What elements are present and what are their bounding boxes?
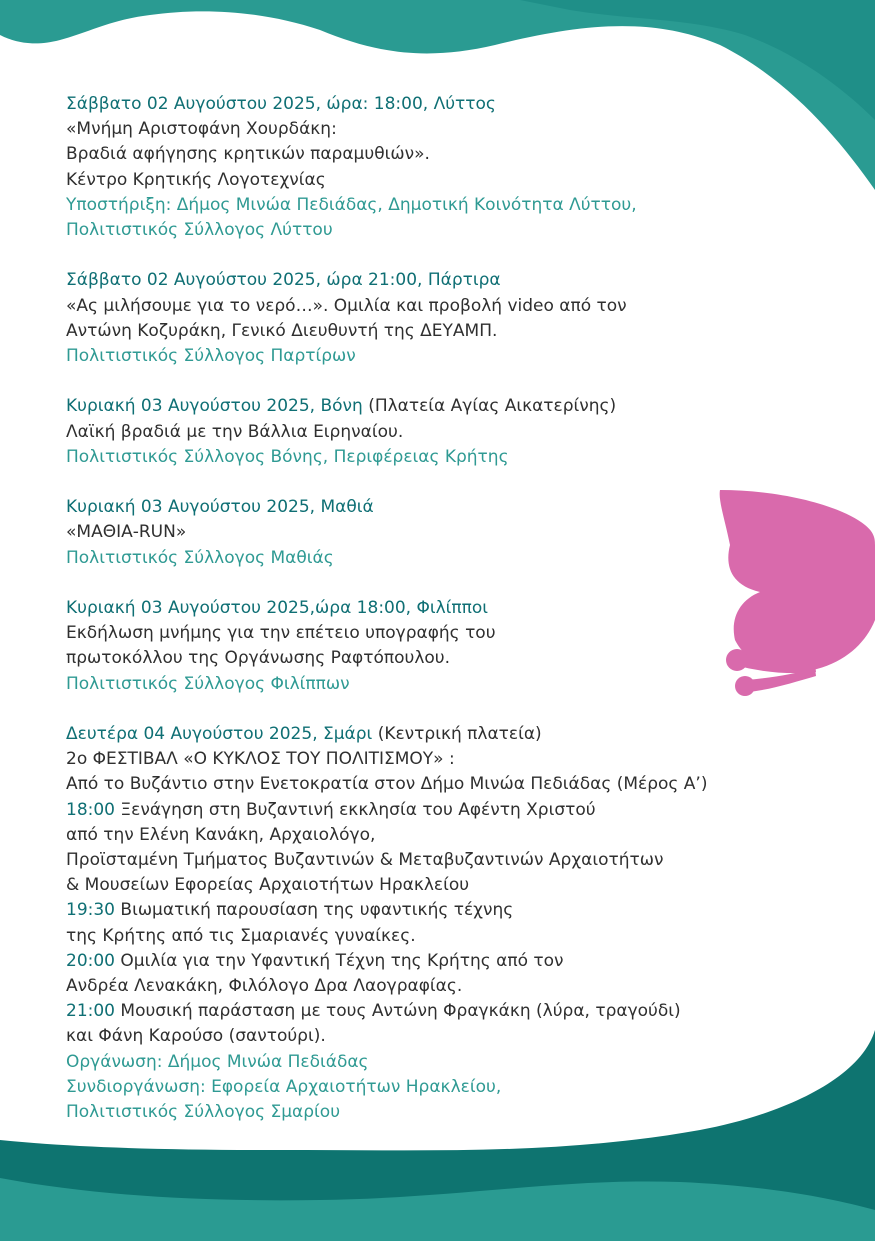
- event-item: [66, 394, 846, 470]
- program-item: [66, 898, 846, 923]
- festival-title: 2ο ΦΕΣΤΙΒΑΛ «Ο ΚΥΚΛΟΣ ΤΟΥ ΠΟΛΙΤΙΣΜΟΥ» :: [66, 749, 455, 770]
- event-heading-main: Κυριακή 03 Αυγούστου 2025, Βόνη: [66, 396, 363, 417]
- program-text: Μουσική παράσταση με τους Αντώνη Φραγκάκη (λύρα, τραγούδι): [115, 1001, 681, 1022]
- event-organizer: Οργάνωση: Δήμος Μινώα Πεδιάδας: [66, 1051, 369, 1072]
- program-text: Ομιλία για την Υφαντική Τέχνη της Κρήτης από τον: [115, 950, 564, 971]
- event-heading: Σάββατο 02 Αυγούστου 2025, ώρα 21:00, Πάρτιρα: [66, 270, 501, 291]
- event-text: Αντώνη Κοζυράκη, Γενικό Διευθυντή της ΔΕΥΑΜΠ.: [66, 320, 498, 341]
- event-heading: [66, 394, 846, 419]
- event-organizer: Πολιτιστικός Σύλλογος Μαθιάς: [66, 547, 334, 568]
- program-item: [66, 999, 846, 1024]
- event-text: «Μνήμη Αριστοφάνη Χουρδάκη:: [66, 119, 337, 140]
- program-item: [66, 949, 846, 974]
- program-text-cont: από την Ελένη Κανάκη, Αρχαιολόγο,: [66, 824, 376, 845]
- events-list: [66, 92, 846, 1150]
- event-text: πρωτοκόλλου της Οργάνωσης Ραφτόπουλου.: [66, 648, 451, 669]
- event-organizer: Πολιτιστικός Σύλλογος Λύττου: [66, 220, 333, 241]
- program-time: 18:00: [66, 799, 115, 820]
- program-time: 21:00: [66, 1001, 115, 1022]
- program-text: Βιωματική παρουσίαση της υφαντικής τέχνης: [115, 900, 514, 921]
- event-text: Εκδήλωση μνήμης για την επέτειο υπογραφής του: [66, 623, 496, 644]
- program-time: 19:30: [66, 900, 115, 921]
- event-item: [66, 495, 846, 571]
- event-text: «ΜΑΘΙΑ-RUN»: [66, 522, 187, 543]
- event-heading: [66, 722, 846, 747]
- event-heading-main: Δευτέρα 04 Αυγούστου 2025, Σμάρι: [66, 724, 373, 744]
- event-organizer: Πολιτιστικός Σύλλογος Βόνης, Περιφέρειας Κρήτης: [66, 446, 509, 467]
- program-text-cont: Ανδρέα Λενακάκη, Φιλόλογο Δρα Λαογραφίας.: [66, 976, 463, 997]
- event-heading-note: (Κεντρική πλατεία): [372, 724, 542, 744]
- program-time: 20:00: [66, 950, 115, 971]
- program-text-cont: & Μουσείων Εφορείας Αρχαιοτήτων Ηρακλείου: [66, 875, 470, 896]
- event-heading: Κυριακή 03 Αυγούστου 2025, Μαθιά: [66, 497, 374, 518]
- program-text-cont: και Φάνη Καρούσο (σαντούρι).: [66, 1026, 326, 1047]
- program-item: [66, 798, 846, 823]
- festival-event: [66, 722, 846, 1125]
- event-text: Βραδιά αφήγησης κρητικών παραμυθιών».: [66, 144, 430, 165]
- event-heading: Κυριακή 03 Αυγούστου 2025,ώρα 18:00, Φιλίπποι: [66, 598, 489, 618]
- event-item: [66, 596, 846, 697]
- event-organizer: Πολιτιστικός Σύλλογος Φιλίππων: [66, 673, 350, 694]
- event-text: «Ας μιλήσουμε για το νερό…». Ομιλία και προβολή video από τον: [66, 295, 627, 316]
- program-text: Ξενάγηση στη Βυζαντινή εκκλησία του Αφέντη Χριστού: [115, 799, 596, 820]
- event-organizer: Συνδιοργάνωση: Εφορεία Αρχαιοτήτων Ηρακλείου,: [66, 1076, 502, 1097]
- event-text: Λαϊκή βραδιά με την Βάλλια Ειρηναίου.: [66, 421, 404, 442]
- program-text-cont: Προϊσταμένη Τμήματος Βυζαντινών & Μεταβυζαντινών Αρχαιοτήτων: [66, 850, 664, 871]
- event-text: Κέντρο Κρητικής Λογοτεχνίας: [66, 169, 326, 190]
- event-organizer: Υποστήριξη: Δήμος Μινώα Πεδιάδας, Δημοτική Κοινότητα Λύττου,: [66, 194, 637, 215]
- event-item: [66, 268, 846, 369]
- event-heading-note: (Πλατεία Αγίας Αικατερίνης): [362, 396, 617, 417]
- event-item: [66, 92, 846, 243]
- event-organizer: Πολιτιστικός Σύλλογος Σμαρίου: [66, 1102, 341, 1123]
- event-organizer: Πολιτιστικός Σύλλογος Παρτίρων: [66, 346, 356, 367]
- festival-subtitle: Από το Βυζάντιο στην Ενετοκρατία στον Δήμο Μινώα Πεδιάδας (Μέρος Α’): [66, 774, 708, 795]
- event-heading: Σάββατο 02 Αυγούστου 2025, ώρα: 18:00, Λύττος: [66, 94, 496, 114]
- program-text-cont: της Κρήτης από τις Σμαριανές γυναίκες.: [66, 925, 416, 946]
